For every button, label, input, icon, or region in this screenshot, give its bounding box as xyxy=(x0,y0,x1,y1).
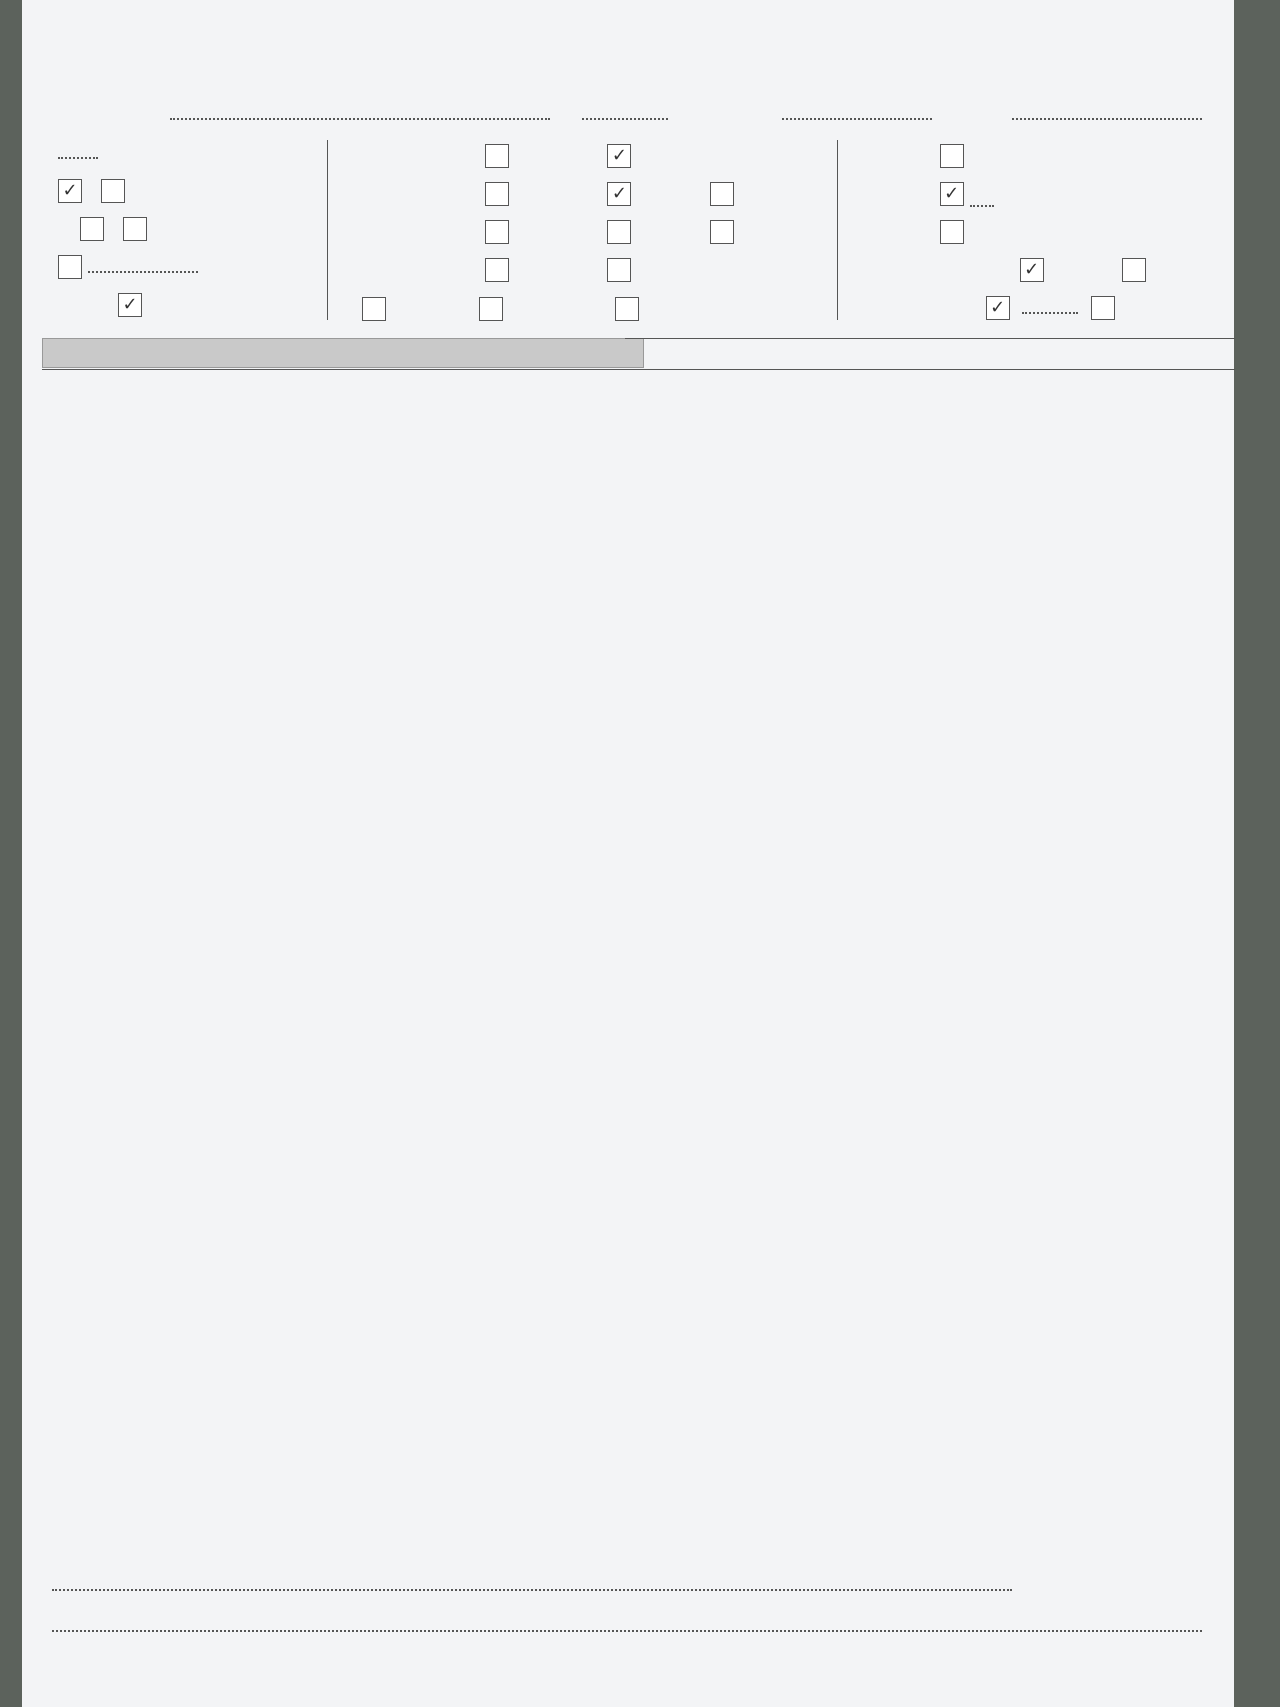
insurance-no-checkbox[interactable] xyxy=(1091,296,1115,320)
fuel-electric-checkbox[interactable] xyxy=(485,220,509,244)
systems-table-header xyxy=(625,338,1235,370)
exterior-section-header xyxy=(42,338,644,368)
systems-table xyxy=(625,338,1225,1530)
fuel-ngv-checkbox[interactable] xyxy=(710,220,734,244)
remarks-line-2[interactable] xyxy=(52,1620,1202,1632)
fuel-benzine-checkbox[interactable] xyxy=(485,182,509,206)
plate-sheet-row xyxy=(52,178,131,203)
mileage-row xyxy=(52,140,98,164)
remarks-row[interactable] xyxy=(52,1572,1012,1596)
inspection-form xyxy=(22,0,1234,1707)
fuel-lpg-checkbox[interactable] xyxy=(607,220,631,244)
key-remote-checkbox[interactable]: ✓ xyxy=(940,182,964,206)
tax-valid-checkbox[interactable]: ✓ xyxy=(118,293,142,317)
key-remote-row xyxy=(857,181,994,206)
gas-unregistered-checkbox[interactable] xyxy=(607,258,631,282)
gear-auto-checkbox[interactable] xyxy=(485,144,509,168)
key-normal-checkbox[interactable] xyxy=(940,144,964,168)
gas-type-row xyxy=(356,296,645,321)
non-factory-checkbox[interactable] xyxy=(479,297,503,321)
insurance-class[interactable] xyxy=(1022,312,1078,314)
chassis-yes-checkbox[interactable] xyxy=(80,217,104,241)
key-row xyxy=(857,143,970,168)
gas-removed-checkbox[interactable] xyxy=(615,297,639,321)
gas-registered-checkbox[interactable] xyxy=(485,258,509,282)
remote-row xyxy=(857,219,970,244)
fuel-row xyxy=(362,181,740,206)
gas-row xyxy=(362,257,637,282)
factory-checkbox[interactable] xyxy=(362,297,386,321)
vehicle-header-row xyxy=(52,86,1202,126)
tax-row xyxy=(52,254,198,279)
plate-sheet-yes-checkbox[interactable]: ✓ xyxy=(58,179,82,203)
key-remote-count[interactable] xyxy=(970,181,994,207)
interior-table xyxy=(42,338,645,1530)
insurance-row xyxy=(857,295,1121,320)
fuel-hybrid-checkbox[interactable] xyxy=(710,182,734,206)
gear-row xyxy=(362,143,637,168)
insurance-yes-checkbox[interactable]: ✓ xyxy=(986,296,1010,320)
book-row xyxy=(857,257,1152,282)
fuel-row-2 xyxy=(362,219,740,244)
book-no-checkbox[interactable] xyxy=(1122,258,1146,282)
gear-manual-checkbox[interactable]: ✓ xyxy=(607,144,631,168)
chassis-row xyxy=(52,216,153,241)
remote-only-checkbox[interactable] xyxy=(940,220,964,244)
plate-sheet-no-checkbox[interactable] xyxy=(101,179,125,203)
tax-valid-row xyxy=(112,292,148,317)
chassis-no-checkbox[interactable] xyxy=(123,217,147,241)
tax-lapsed-checkbox[interactable] xyxy=(58,255,82,279)
book-yes-checkbox[interactable]: ✓ xyxy=(1020,258,1044,282)
fuel-diesel-checkbox[interactable]: ✓ xyxy=(607,182,631,206)
